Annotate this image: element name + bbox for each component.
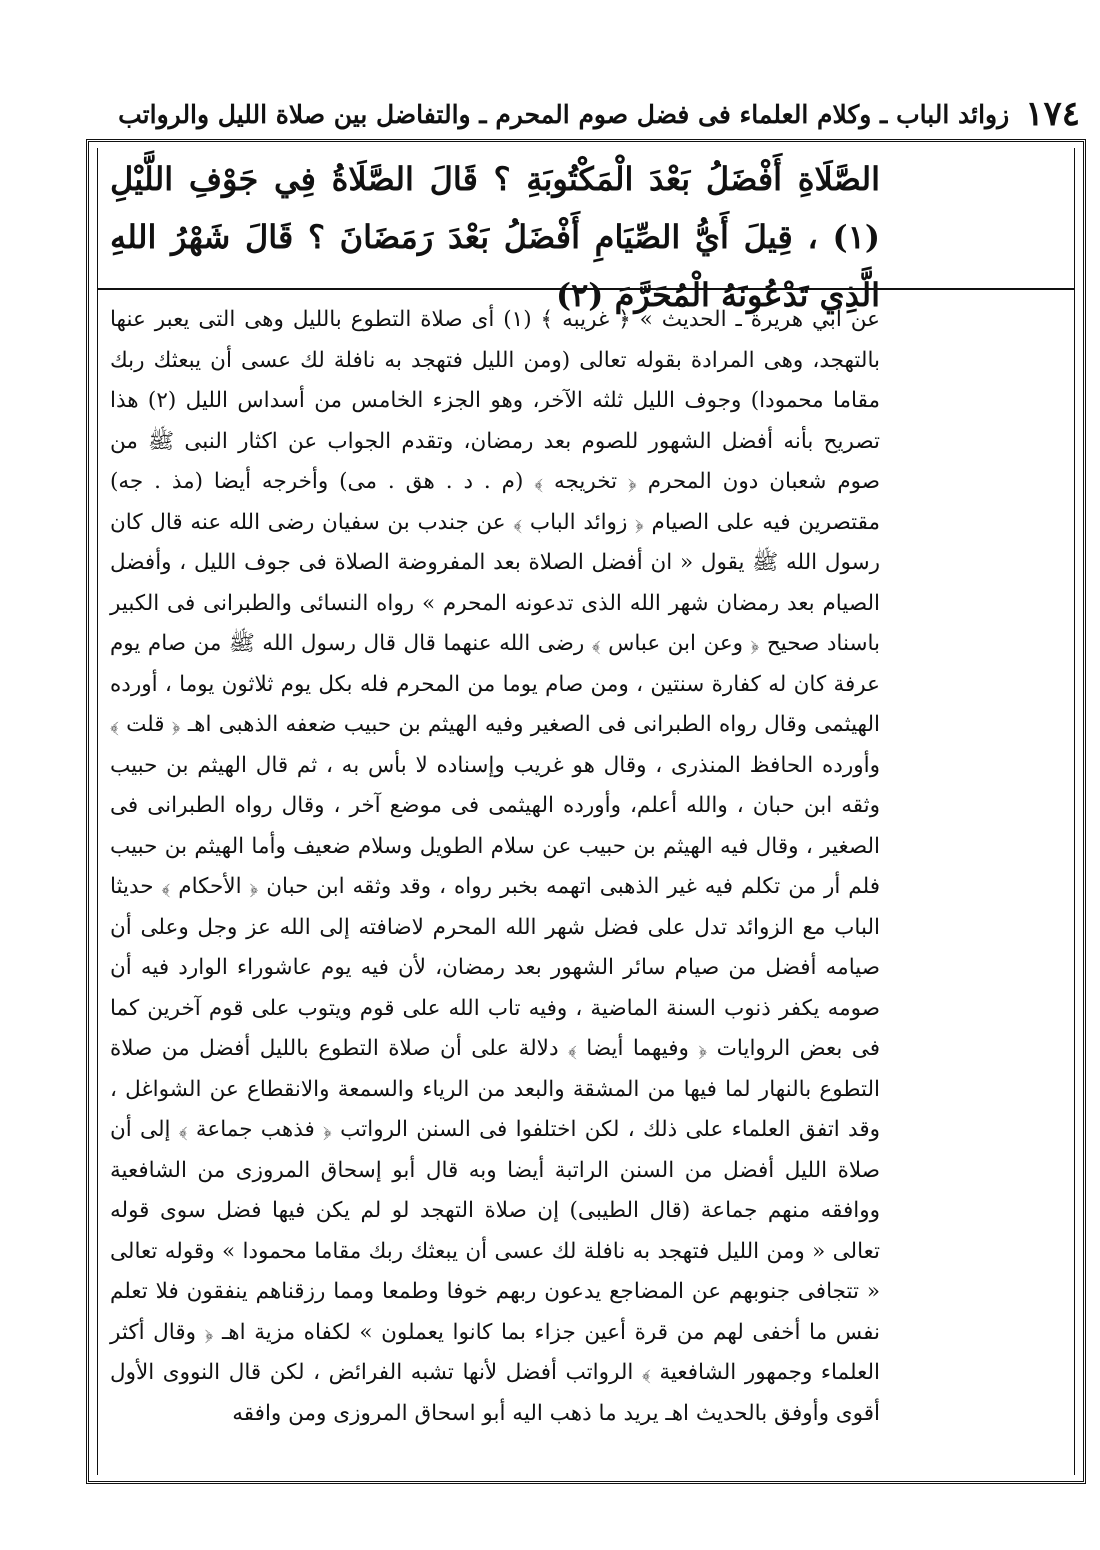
page-header <box>90 92 1080 136</box>
commentary-text <box>110 300 880 1475</box>
running-title: زوائد الباب ـ وكلام العلماء فى فضل صوم المحرم ـ والتفاضل بين صلاة الليل والرواتب <box>118 99 1010 129</box>
hadith-text: الصَّلَاةِ أَفْضَلُ بَعْدَ الْمَكْتُوبَةِ ؟ قَالَ الصَّلَاةُ فِي جَوْفِ اللَّيْلِ (١) ، قِيلَ أَيُّ الصِّيَامِ أَفْضَلُ بَعْدَ رَمَضَانَ ؟ قَالَ شَهْرُ اللهِ الَّذِي تَدْعُونَهُ الْمُحَرَّمَ (٢) <box>110 160 881 314</box>
page-number: ١٧٤ <box>1025 94 1080 134</box>
commentary-paragraph: عن أبي هريرة ـ الحديث » ﴿ غريبه ﴾ (١) أى صلاة التطوع بالليل وهى التى يعبر عنها بالتهجد، وهى المرادة بقوله تعالى (ومن الليل فتهجد به نافلة لك عسى أن يبعثك ربك مقاما محمودا) وجوف الليل ثلثه الآخر، وهو الجزء الخامس من أسداس الليل (٢) هذا تصريح بأنه أفضل الشهور للصوم بعد رمضان، وتقدم الجواب عن اكثار النبى ﷺ من صوم شعبان دون المحرم ﴿ تخريجه ﴾ (م . د . هق . مى) وأخرجه أيضا (مذ . جه) مقتصرين فيه على الصيام ﴿ زوائد الباب ﴾ عن جندب بن سفيان رضى الله عنه قال كان رسول الله ﷺ يقول « ان أفضل الصلاة بعد المفروضة الصلاة فى جوف الليل ، وأفضل الصيام بعد رمضان شهر الله الذى تدعونه المحرم » رواه النسائى والطبرانى فى الكبير باسناد صحيح ﴿ وعن ابن عباس ﴾ رضى الله عنهما قال قال رسول الله ﷺ من صام يوم عرفة كان له كفارة سنتين ، ومن صام يوما من المحرم فله بكل يوم ثلاثون يوما ، أورده الهيثمى وقال رواه الطبرانى فى الصغير وفيه الهيثم بن حبيب ضعفه الذهبى اهـ ﴿ قلت ﴾ وأورده الحافظ المنذرى ، وقال هو غريب وإسناده لا بأس به ، ثم قال الهيثم بن حبيب وثقه ابن حبان ، والله أعلم، وأورده الهيثمى فى موضع آخر ، وقال رواه الطبرانى فى الصغير ، وقال فيه الهيثم بن حبيب عن سلام الطويل وسلام ضعيف وأما الهيثم بن حبيب فلم أر من تكلم فيه غير الذهبى اتهمه بخبر رواه ، وقد وثقه ابن حبان ﴿ الأحكام ﴾ حديثا الباب مع الزوائد تدل على فضل شهر الله المحرم لاضافته إلى الله عز وجل وعلى أن صيامه أفضل من صيام سائر الشهور بعد رمضان، لأن فيه يوم عاشوراء الوارد فيه أن صومه يكفر ذنوب السنة الماضية ، وفيه تاب الله على قوم ويتوب على قوم آخرين كما فى بعض الروايات ﴿ وفيهما أيضا ﴾ دلالة على أن صلاة التطوع بالليل أفضل من صلاة التطوع بالنهار لما فيها من المشقة والبعد من الرياء والسمعة والانقطاع عن الشواغل ، وقد اتفق العلماء على ذلك ، لكن اختلفوا فى السنن الرواتب ﴿ فذهب جماعة ﴾ إلى أن صلاة الليل أفضل من السنن الراتبة أيضا وبه قال أبو إسحاق المروزى من الشافعية ووافقه منهم جماعة (قال الطيبى) إن صلاة التهجد لو لم يكن فيها فضل سوى قوله تعالى « ومن الليل فتهجد به نافلة لك عسى أن يبعثك ربك مقاما محمودا » وقوله تعالى « تتجافى جنوبهم عن المضاجع يدعون ربهم خوفا وطمعا ومما رزقناهم ينفقون فلا تعلم نفس ما أخفى لهم من قرة أعين جزاء بما كانوا يعملون » لكفاه مزية اهـ ﴿ وقال أكثر العلماء وجمهور الشافعية ﴾ الرواتب أفضل لأنها تشبه الفرائض ، لكن قال النووى الأول أقوى وأوفق بالحديث اهـ يريد ما ذهب اليه أبو اسحاق المروزى ومن وافقه <box>110 307 881 1426</box>
separator-rule <box>97 288 1075 290</box>
